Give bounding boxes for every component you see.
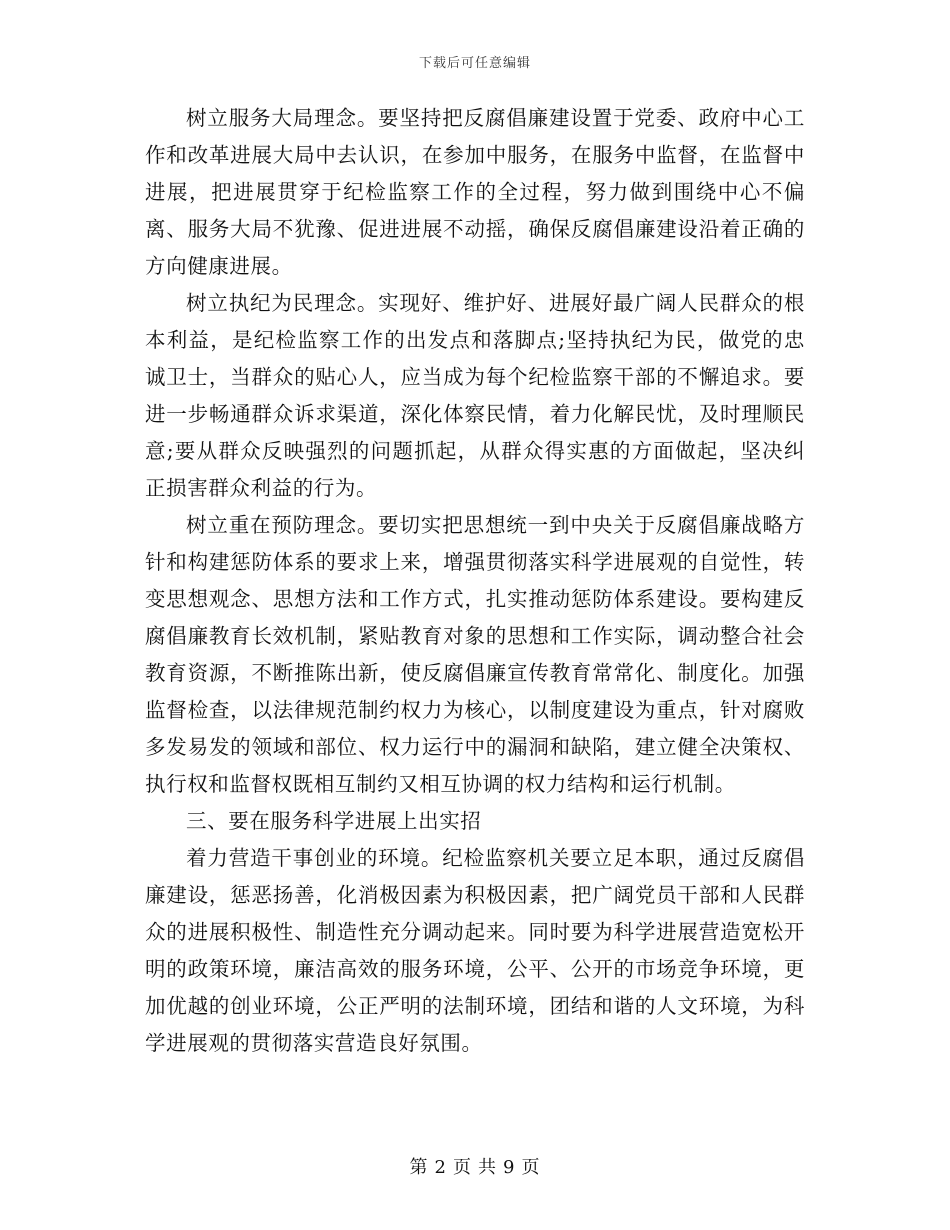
paragraph-prevention-focus: 树立重在预防理念。要切实把思想统一到中央关于反腐倡廉战略方针和构建惩防体系的要求上来，增强贯彻落实科学进展观的自觉性，转变思想观念、思想方法和工作方式，扎实推动惩防体系建设。要构建反腐倡廉教育长效机制，紧贴教育对象的思想和工作实际，调动整合社会教育资源，不断推陈出新，使反腐倡廉宣传教育常常化、制度化。加强监督检查，以法律规范制约权力为核心，以制度建设为重点，针对腐败多发易发的领域和部位、权力运行中的漏洞和缺陷，建立健全决策权、执行权和监督权既相互制约又相互协调的权力结构和运行机制。	[145, 513, 805, 796]
footer-prefix: 第	[409, 1157, 429, 1178]
document-body	[145, 100, 805, 1062]
footer-suffix: 页	[521, 1157, 541, 1178]
paragraph-discipline-for-people: 树立执纪为民理念。实现好、维护好、进展好最广阔人民群众的根本利益，是纪检监察工作的出发点和落脚点;坚持执纪为民，做党的忠诚卫士，当群众的贴心人，应当成为每个纪检监察干部的不懈追求。要进一步畅通群众诉求渠道，深化体察民情，着力化解民忧，及时理顺民意;要从群众反映强烈的问题抓起，从群众得实惠的方面做起，坚决纠正损害群众利益的行为。	[145, 291, 805, 500]
footer-current-page: 2	[434, 1157, 447, 1178]
footer-page-word: 页	[453, 1157, 472, 1178]
paragraph-service-overall: 树立服务大局理念。要坚持把反腐倡廉建设置于党委、政府中心工作和改革进展大局中去认识，在参加中服务，在服务中监督，在监督中进展，把进展贯穿于纪检监察工作的全过程，努力做到围绕中心不偏离、服务大局不犹豫、促进进展不动摇，确保反腐倡廉建设沿着正确的方向健康进展。	[145, 106, 805, 278]
paragraph-business-environment: 着力营造干事创业的环境。纪检监察机关要立足本职，通过反腐倡廉建设，惩恶扬善，化消极因素为积极因素，把广阔党员干部和人民群众的进展积极性、制造性充分调动起来。同时要为科学进展营造宽松开明的政策环境，廉洁高效的服务环境，公平、公开的市场竞争环境，更加优越的创业环境，公正严明的法制环境，团结和谐的人文环境，为科学进展观的贯彻落实营造良好氛围。	[145, 846, 805, 1055]
footer-total-pages: 9	[503, 1157, 516, 1178]
page-footer	[0, 1153, 950, 1179]
section-heading-three: 三、要在服务科学进展上出实招	[186, 809, 482, 833]
footer-total-word: 共	[478, 1157, 497, 1178]
page-header-note: 下载后可任意编辑	[418, 56, 531, 71]
